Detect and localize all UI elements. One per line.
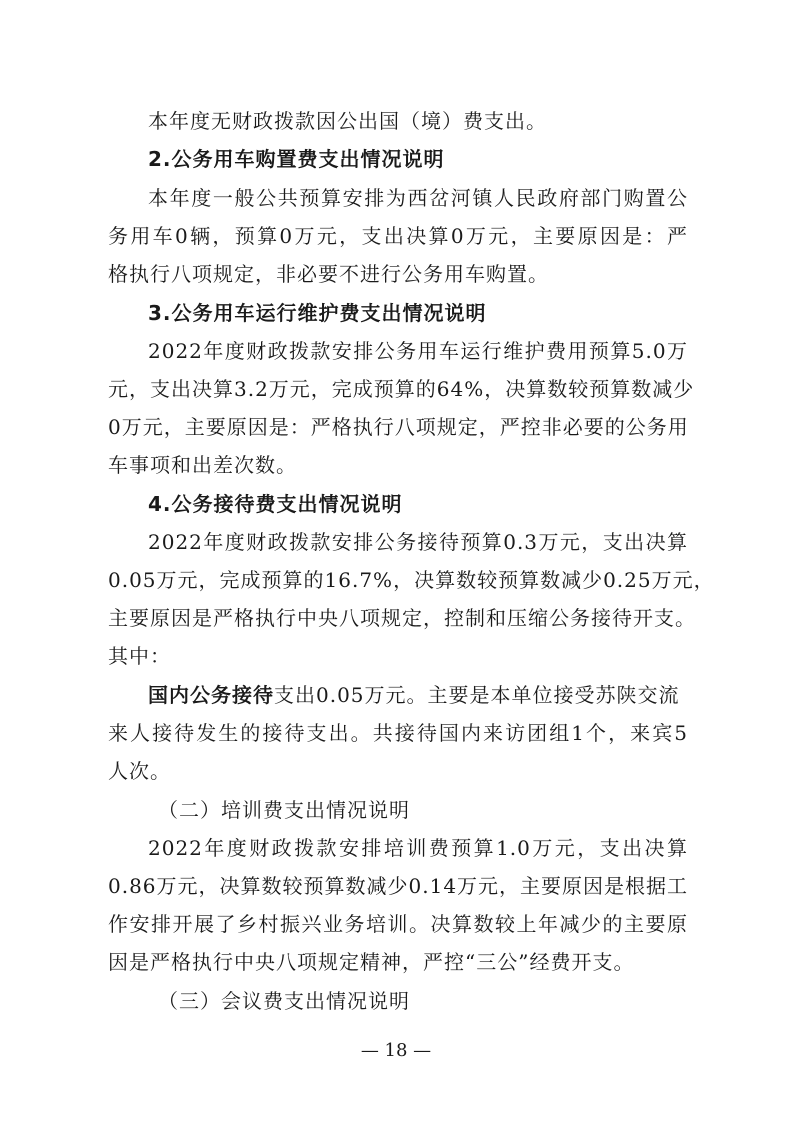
paragraph-line: 0万元，主要原因是：严格执行八项规定，严控非必要的公务用 <box>108 415 689 439</box>
paragraph-line: 0.86万元，决算数较预算数减少0.14万元，主要原因是根据工 <box>108 874 689 898</box>
paragraph-line-domestic-reception <box>148 677 688 713</box>
section-heading-vehicle-maintenance: 3.公务用车运行维护费支出情况说明 <box>148 301 487 325</box>
section-heading-vehicle-purchase: 2.公务用车购置费支出情况说明 <box>148 147 445 171</box>
paragraph-line: 务用车0辆，预算0万元，支出决算0万元，主要原因是：严 <box>108 224 688 248</box>
bold-lead-term: 国内公务接待 <box>148 683 274 707</box>
section-heading-training: （二）培训费支出情况说明 <box>158 798 410 822</box>
paragraph-line: 2022年度财政拨款安排公务用车运行维护费用预算5.0万 <box>148 339 688 363</box>
paragraph-line: 作安排开展了乡村振兴业务培训。决算数较上年减少的主要原 <box>108 912 688 936</box>
paragraph-line: 2022年度财政拨款安排培训费预算1.0万元，支出决算 <box>148 836 688 860</box>
paragraph-line: 0.05万元，完成预算的16.7%，决算数较预算数减少0.25万元， <box>108 568 715 592</box>
paragraph-line: 本年度无财政拨款因公出国（境）费支出。 <box>148 109 547 133</box>
paragraph-line: 来人接待发生的接待支出。共接待国内来访团组1个，来宾5 <box>108 721 688 745</box>
paragraph-line: 本年度一般公共预算安排为西岔河镇人民政府部门购置公 <box>148 186 688 210</box>
section-heading-meeting: （三）会议费支出情况说明 <box>158 989 410 1013</box>
page-number: — 18 — <box>360 1040 432 1061</box>
paragraph-line: 人次。 <box>108 759 171 783</box>
paragraph-line: 格执行八项规定，非必要不进行公务用车购置。 <box>108 262 549 286</box>
paragraph-line: 其中： <box>108 644 171 668</box>
paragraph-line: 车事项和出差次数。 <box>108 453 297 477</box>
paragraph-line: 主要原因是严格执行中央八项规定，控制和压缩公务接待开支。 <box>108 606 696 630</box>
paragraph-text: 支出0.05万元。主要是本单位接受苏陕交流 <box>274 683 680 707</box>
paragraph-line: 元，支出决算3.2万元，完成预算的64%，决算数较预算数减少 <box>108 377 695 401</box>
section-heading-reception: 4.公务接待费支出情况说明 <box>148 492 403 516</box>
paragraph-line: 因是严格执行中央八项规定精神，严控“三公”经费开支。 <box>108 950 635 974</box>
paragraph-line: 2022年度财政拨款安排公务接待预算0.3万元，支出决算 <box>148 530 688 554</box>
